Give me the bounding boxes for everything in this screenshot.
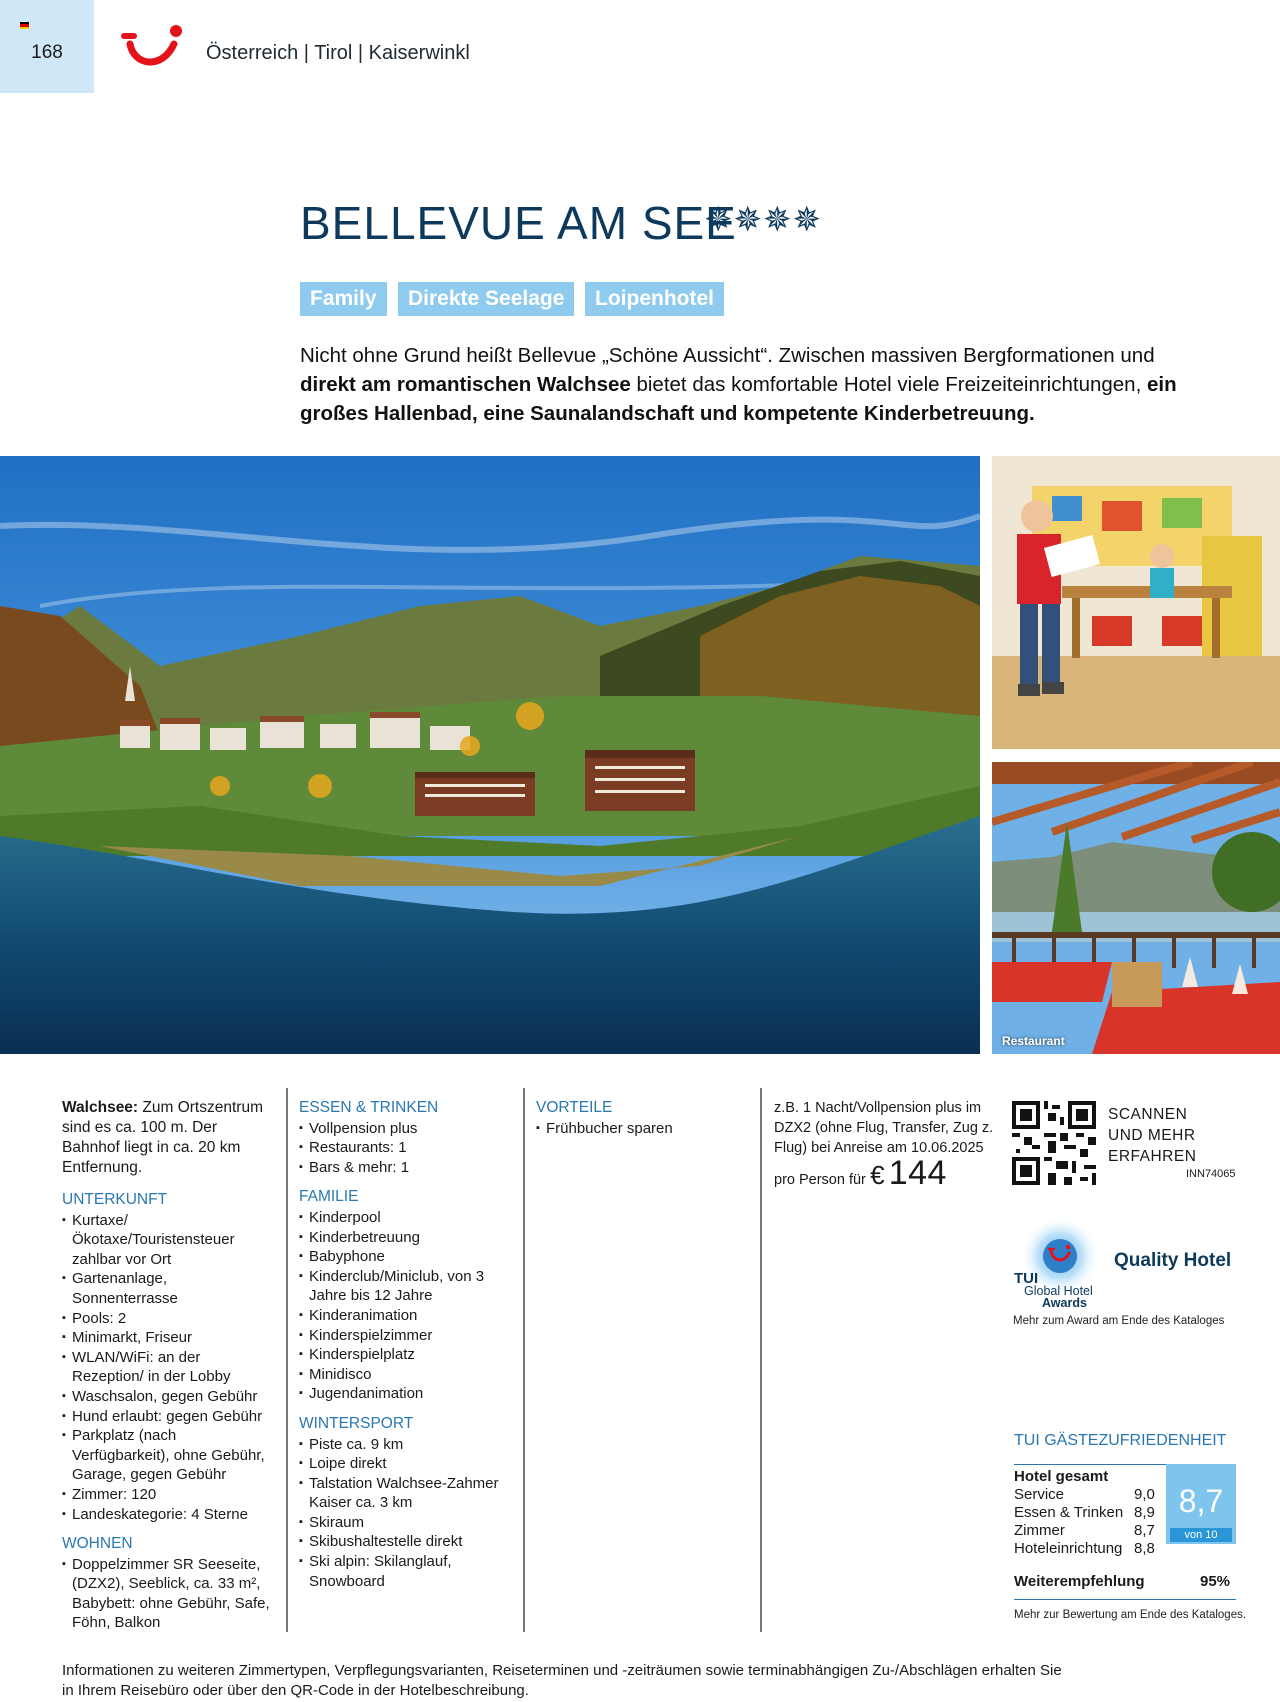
list-item: ▪ Pools: 2 <box>62 1309 272 1329</box>
qr-line-3: ERFAHREN <box>1108 1148 1197 1165</box>
list-item: ▪ Kinderclub/Miniclub, von 3 Jahre bis 12 Jahre <box>299 1267 514 1306</box>
tag-loipenhotel: Loipenhotel <box>585 282 724 316</box>
rating-note: Mehr zur Bewertung am Ende des Kataloges. <box>1014 1609 1247 1621</box>
location-description: Zum Ortszentrum sind es ca. 100 m. Der Bahnhof liegt in ca. 20 km Entfernung. <box>62 1099 263 1176</box>
price-per-person-label: pro Person für <box>774 1172 866 1188</box>
overall-score-box <box>1166 1464 1236 1544</box>
list-item: ▪ WLAN/WiFi: an der Rezeption/ in der Lobby <box>62 1348 272 1387</box>
intro-text-1: Nicht ohne Grund heißt Bellevue „Schöne Aussicht“. Zwischen massiven Bergformationen und <box>300 344 1155 367</box>
list-item: ▪ Kinderpool <box>299 1208 514 1228</box>
wohnen-list <box>62 1555 272 1633</box>
heading-vorteile: VORTEILE <box>536 1099 613 1116</box>
column-divider <box>286 1088 288 1632</box>
tui-smile-logo[interactable] <box>118 22 188 78</box>
list-item: ▪ Bars & mehr: 1 <box>299 1158 514 1178</box>
lake-village-photo <box>0 456 980 1054</box>
list-item: ▪ Jugendanimation <box>299 1384 514 1404</box>
list-item: ▪ Minidisco <box>299 1365 514 1385</box>
heading-wohnen: WOHNEN <box>62 1535 133 1553</box>
award-title: Quality Hotel <box>1114 1250 1232 1271</box>
list-item: ▪ Hund erlaubt: gegen Gebühr <box>62 1407 272 1427</box>
page-number: 168 <box>31 42 63 63</box>
rating-label: Essen & Trinken <box>1014 1504 1124 1521</box>
breadcrumb: Österreich | Tirol | Kaiserwinkl <box>206 42 470 64</box>
award-logo-line2: Global Hotel <box>1024 1284 1093 1298</box>
rating-value: 8,7 <box>1134 1522 1155 1539</box>
location-text <box>62 1098 272 1178</box>
rating-label: Service <box>1014 1486 1065 1503</box>
vorteile-list <box>536 1119 751 1139</box>
column-amenities <box>299 1098 514 1591</box>
intro-bold-2: ein großes Hallenbad, eine Saunalandschaft und kompetente Kinderbetreuung. <box>300 373 1177 425</box>
price-details: z.B. 1 Nacht/Vollpension plus im DZX2 (ohne Flug, Transfer, Zug z. Flug) bei Anreise am 10.06.2025 <box>774 1100 994 1156</box>
list-item: ▪ Kinderspielzimmer <box>299 1326 514 1346</box>
list-item: ▪ Babyphone <box>299 1247 514 1267</box>
list-item: ▪ Ski alpin: Skilanglauf, Snowboard <box>299 1552 514 1591</box>
list-item: ▪ Piste ca. 9 km <box>299 1435 514 1455</box>
list-item: ▪ Minimarkt, Friseur <box>62 1328 272 1348</box>
column-divider <box>760 1088 762 1632</box>
rating-overall-label: Hotel gesamt <box>1014 1468 1109 1485</box>
kids-club-photo <box>992 456 1280 749</box>
list-item: ▪ Restaurants: 1 <box>299 1138 514 1158</box>
price-value: 144 <box>888 1154 947 1192</box>
recommendation-value: 95% <box>1200 1573 1231 1590</box>
award-logo-line3: Awards <box>1042 1296 1087 1310</box>
list-item: ▪ Kinderspielplatz <box>299 1345 514 1365</box>
list-item: ▪ Parkplatz (nach Verfügbarkeit), ohne Gebühr, Garage, gegen Gebühr <box>62 1426 272 1485</box>
price-block <box>774 1098 994 1191</box>
list-item: ▪ Vollpension plus <box>299 1119 514 1139</box>
hotel-title: BELLEVUE AM SEE <box>300 197 737 249</box>
rating-value: 8,9 <box>1134 1504 1155 1521</box>
column-location <box>62 1098 272 1633</box>
score-scale: von 10 <box>1170 1528 1232 1542</box>
intro-bold-1: direkt am romantischen Walchsee <box>300 373 631 396</box>
qr-line-2: UND MEHR <box>1108 1127 1196 1144</box>
list-item: ▪ Talstation Walchsee-Zahmer Kaiser ca. 3 km <box>299 1474 514 1513</box>
hotel-intro <box>300 341 1200 428</box>
column-divider <box>523 1088 525 1632</box>
list-item: ▪ Frühbucher sparen <box>536 1119 751 1139</box>
recommendation-label: Weiterempfehlung <box>1014 1573 1145 1590</box>
unterkunft-list <box>62 1211 272 1525</box>
restaurant-caption: Restaurant <box>1002 1034 1065 1048</box>
rating-row <box>1014 1504 1164 1522</box>
rating-row <box>1014 1540 1164 1558</box>
overall-score: 8,7 <box>1178 1483 1224 1519</box>
qr-scan-text <box>1108 1104 1196 1167</box>
tag-family: Family <box>300 282 387 316</box>
column-vorteile <box>536 1098 751 1138</box>
list-item: ▪ Kinderbetreuung <box>299 1228 514 1248</box>
germany-flag-icon <box>20 22 29 29</box>
rating-row <box>1014 1522 1164 1540</box>
list-item: ▪ Landeskategorie: 4 Sterne <box>62 1505 272 1525</box>
hotel-code: INN74065 <box>1186 1168 1236 1180</box>
rating-label: Hoteleinrichtung <box>1014 1540 1123 1557</box>
list-item: ▪ Doppelzimmer SR Seeseite, (DZX2), Seeblick, ca. 33 m², Babybett: ohne Gebühr, Safe, Föhn, Balkon <box>62 1555 272 1633</box>
list-item: ▪ Gartenanlage, Sonnenterrasse <box>62 1269 272 1308</box>
footer-note: Informationen zu weiteren Zimmertypen, Verpflegungsvarianten, Reiseterminen und -zeiträumen sowie terminabhängigen Zu-/Abschlägen erhalten Sie in Ihrem Reisebüro oder über den QR-Code in der Hotelbeschreibung. <box>62 1662 1062 1699</box>
tag-direkte-seelage: Direkte Seelage <box>398 282 574 316</box>
list-item: ▪ Kinderanimation <box>299 1306 514 1326</box>
qr-line-1: SCANNEN <box>1108 1106 1188 1123</box>
heading-essen-trinken: ESSEN & TRINKEN <box>299 1099 439 1116</box>
essen-list <box>299 1119 514 1178</box>
list-item: ▪ Skibushaltestelle direkt <box>299 1532 514 1552</box>
familie-list <box>299 1208 514 1404</box>
wintersport-list <box>299 1435 514 1592</box>
award-logo-tui: TUI <box>1014 1270 1039 1287</box>
rating-table <box>1014 1468 1164 1558</box>
qr-code-icon[interactable] <box>1012 1101 1096 1185</box>
price-line <box>774 1154 994 1192</box>
rating-divider <box>1014 1599 1236 1600</box>
rating-heading: TUI GÄSTEZUFRIEDENHEIT <box>1014 1432 1227 1449</box>
heading-wintersport: WINTERSPORT <box>299 1414 414 1432</box>
list-item: ▪ Loipe direkt <box>299 1454 514 1474</box>
restaurant-terrace-photo <box>992 762 1280 1054</box>
heading-familie: FAMILIE <box>299 1188 359 1206</box>
list-item: ▪ Skiraum <box>299 1513 514 1533</box>
star-rating-icon: ✵✵✵✵ <box>704 201 822 239</box>
list-item: ▪ Kurtaxe/Ökotaxe/Touristensteuer zahlbar vor Ort <box>62 1211 272 1270</box>
intro-text-2: bietet das komfortable Hotel viele Freizeiteinrichtungen, <box>630 373 1147 396</box>
location-label: Walchsee: <box>62 1099 139 1116</box>
rating-label: Zimmer <box>1014 1522 1065 1539</box>
list-item: ▪ Zimmer: 120 <box>62 1485 272 1505</box>
rating-value: 9,0 <box>1134 1486 1155 1503</box>
rating-row <box>1014 1486 1164 1504</box>
heading-unterkunft: UNTERKUNFT <box>62 1191 168 1208</box>
award-note: Mehr zum Award am Ende des Kataloges <box>1013 1315 1225 1327</box>
rating-value: 8,8 <box>1134 1540 1155 1557</box>
price-currency: € <box>870 1160 885 1190</box>
list-item: ▪ Waschsalon, gegen Gebühr <box>62 1387 272 1407</box>
